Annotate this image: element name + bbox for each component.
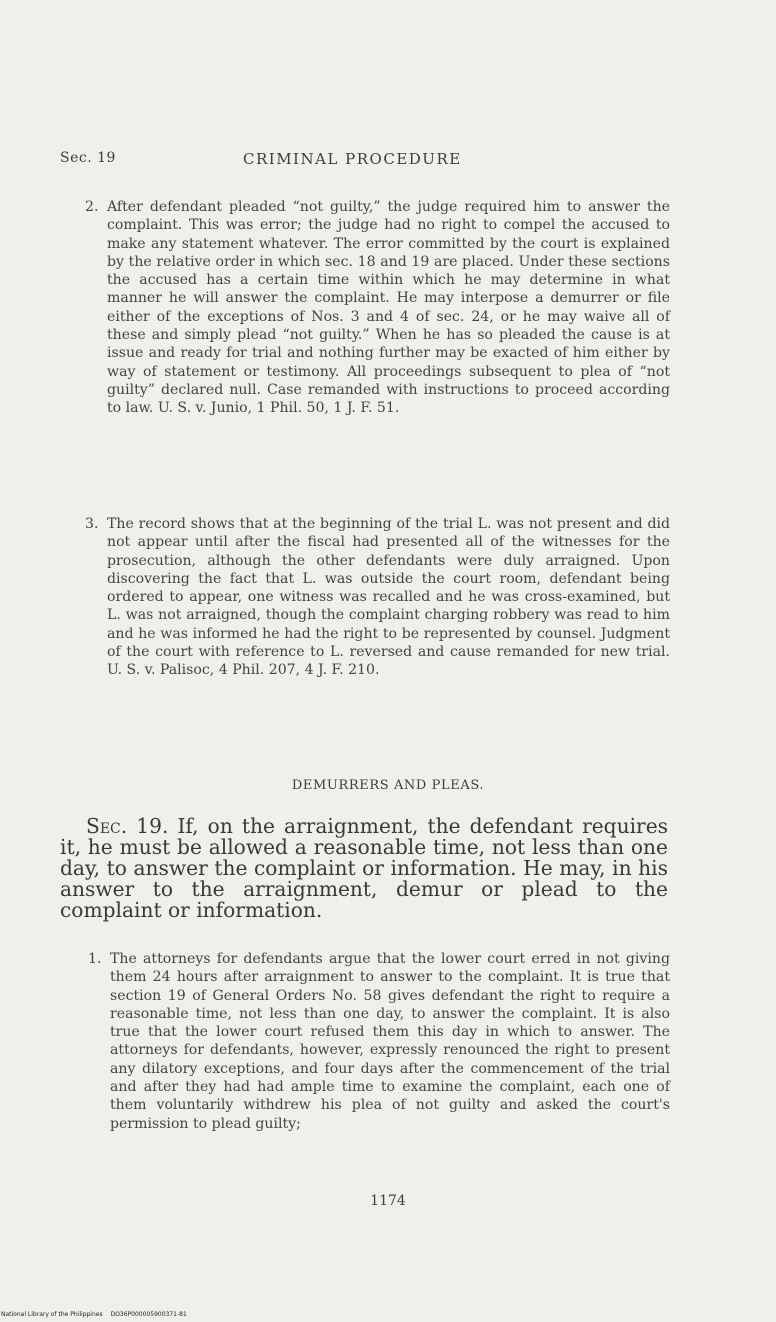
header-section-number: Sec. 19 — [60, 150, 116, 166]
footer-library: National Library of the Philippines — [1, 1311, 103, 1318]
annotation-note-1 — [88, 950, 670, 1133]
scan-footer — [1, 1311, 187, 1318]
running-header — [60, 150, 680, 174]
annotation-note-3 — [85, 515, 670, 680]
note-number: 1. — [88, 951, 102, 967]
page-number: 1174 — [370, 1193, 406, 1209]
note-number: 3. — [85, 516, 99, 532]
note-text: The record shows that at the beginning of the trial L. was not present and did not appear until after the fiscal had presented all of the witnesses for the prosecution, although the other defendants were duly arraigned. Upon discovering the fact that L. was outside the court room, defendant being ordered to appear, one witness was recalled and he was cross-examined, but L. was not arraigned, though the complaint charging robbery was read to him and he was informed he had the right to be represented by counsel. Judgment of the court with reference to L. reversed and cause remanded for new trial. U. S. v. Palisoc, 4 Phil. 207, 4 J. F. 210. — [107, 516, 670, 679]
annotation-note-2 — [85, 198, 670, 418]
header-title: CRIMINAL PROCEDURE — [243, 150, 462, 168]
note-text: The attorneys for defendants argue that the lower court erred in not giving them 24 hours after arraignment to answer to the complaint. It is true that section 19 of General Orders No. 58 gives defendant the right to require a reasonable time, not less than one day, to answer the complaint. It is also true that the lower court refused them this day in which to answer. The attorneys for defendants, however, expressly renounced the right to present any dilatory exceptions, and four days after the commencement of the trial and after they had had ample time to examine the complaint, each one of them voluntarily withdrew his plea of not guilty and asked the court's permission to plead guilty; — [110, 951, 670, 1132]
footer-code: DO36P000005900371-81 — [110, 1311, 187, 1318]
statute-section-label: Sec. 19. — [86, 814, 169, 838]
statute-body: If, on the arraignment, the defendant requires it, he must be allowed a reasonable time, not less than one day, to answer the complaint or information. He may, in his answer to the arraignment, demur or plead to the complaint or information. — [60, 814, 669, 922]
section-heading: DEMURRERS AND PLEAS. — [291, 778, 485, 793]
statute-text-sec-19 — [60, 816, 668, 921]
note-text: After defendant pleaded “not guilty,” the judge required him to answer the complaint. This was error; the judge had no right to compel the accused to make any statement whatever. The error committed by the court is explained by the relative order in which sec. 18 and 19 are placed. Under these sections the accused has a certain time within which he may determine in what manner he will answer the complaint. He may interpose a demurrer or file either of the exceptions of Nos. 3 and 4 of sec. 24, or he may waive all of these and simply plead “not guilty.” When he has so pleaded the cause is at issue and ready for trial and nothing further may be exacted of him either by way of statement or testimony. All proceedings subsequent to plea of “not guilty” declared null. Case remanded with instructions to proceed according to law. U. S. v. Junio, 1 Phil. 50, 1 J. F. 51. — [107, 199, 670, 417]
note-number: 2. — [85, 199, 99, 215]
